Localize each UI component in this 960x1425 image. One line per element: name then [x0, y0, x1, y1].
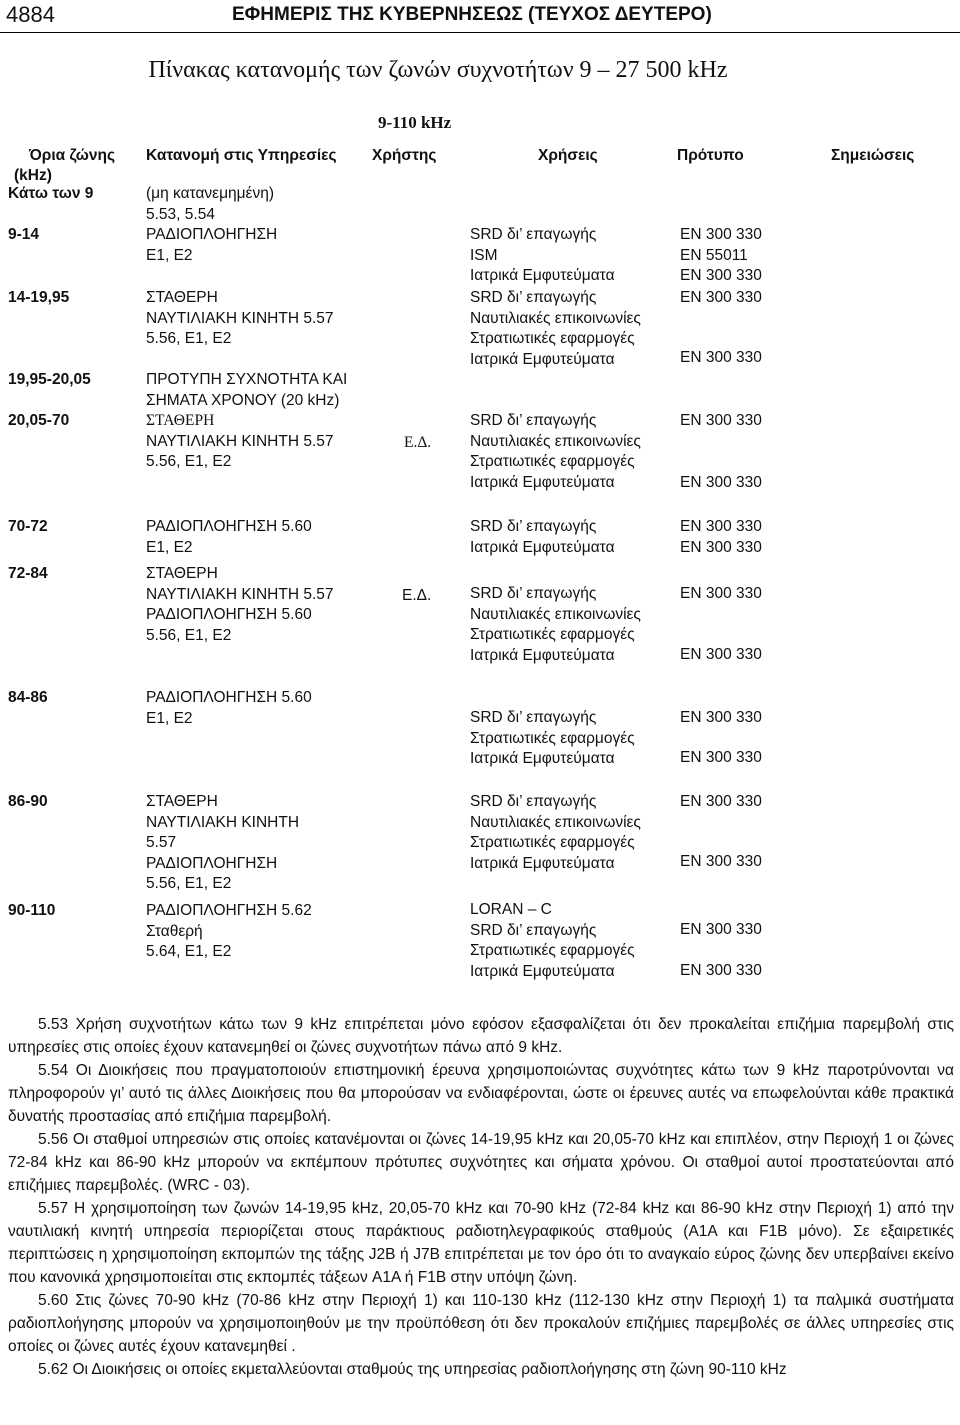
col-header-uses: Χρήσεις	[538, 147, 598, 164]
footnote: 5.56 Οι σταθμοί υπηρεσιών στις οποίες κατανέμονται οι ζώνες 14-19,95 kHz και 20,05-70 kHz και επιπλέον, στην Περιοχή 1 οι ζώνες 72-84 kHz και 86-90 kHz μπορούν να εκπέμπουν πρότυπες συχνότητες και σήματα χρόνου. Οι σταθμοί αυτοί προστατεύονται από επιζήμιες παρεμβολές. (WRC - 03).	[8, 1131, 954, 1194]
standard: EN 300 330	[680, 585, 762, 602]
allocation: ΡΑΔΙΟΠΛΟΗΓΗΣΗ 5.60 Ε1, Ε2	[146, 689, 312, 727]
footnote: 5.60 Στις ζώνες 70-90 kHz (70-86 kHz στην Περιοχή 1) και 110-130 kHz (112-130 kHz στην Περιοχή 1) τα παλμικά συστήματα ραδιοπλοήγησης μπορούν να χρησιμοποιηθούν με την προϋπόθεση ότι δεν προκαλούν επιζήμιες παρεμβολές σε άλλες υπηρεσίες στις οποίες οι ζώνες αυτές έχουν κατανεμηθεί .	[8, 1292, 954, 1355]
band-limits: Κάτω των 9	[8, 185, 94, 202]
col-header-allocation: Κατανομή στις Υπηρεσίες	[146, 147, 337, 164]
page-number: 4884	[6, 2, 55, 27]
uses: SRD δι’ επαγωγής Ναυτιλιακές επικοινωνίες Στρατιωτικές εφαρμογές Ιατρικά Εμφυτεύματα	[470, 289, 641, 368]
allocation: ΣΤΑΘΕΡΗ ΝΑΥΤΙΛΙΑΚΗ ΚΙΝΗΤΗ 5.57 ΡΑΔΙΟΠΛΟΗΓΗΣΗ 5.56, Ε1, Ε2	[146, 793, 300, 893]
standard: EN 300 330	[680, 474, 762, 491]
running-header	[0, 0, 960, 32]
footnote: 5.54 Οι Διοικήσεις που πραγματοποιούν επιστημονική έρευνα χρησιμοποιώντας συχνότητες κάτω των 9 kHz παροτρύνονται να πληροφορούν γι’ αυτό τις άλλες Διοικήσεις που θα μπορούσαν να ενδιαφέρονται, ώστε οι έρευνες αυτές να επωφελούνται κάθε πρακτικά δυνατής προστασίας από επιζήμια παρεμβολή.	[8, 1062, 954, 1125]
footnote: 5.53 Χρήση συχνοτήτων κάτω των 9 kHz επιτρέπεται μόνο εφόσον εξασφαλίζεται ότι δεν προκαλείται επιζήμια παρεμβολή στις υπηρεσίες στις οποίες έχουν κατανεμηθεί οι ζώνες συχνοτήτων πάνω από 9 kHz.	[8, 1016, 954, 1056]
band-limits: 86-90	[8, 793, 48, 810]
band-limits: 70-72	[8, 518, 48, 535]
uses: SRD δι’ επαγωγής Στρατιωτικές εφαρμογές Ιατρικά Εμφυτεύματα	[470, 709, 635, 768]
band-limits: 20,05-70	[8, 412, 70, 429]
band-limits: 14-19,95	[8, 289, 70, 306]
standard: EN 300 330 EN 300 330	[680, 518, 762, 556]
allocation: ΡΑΔΙΟΠΛΟΗΓΗΣΗ Ε1, Ε2	[146, 226, 278, 264]
standard: EN 300 330	[680, 793, 762, 810]
standard: EN 300 330	[680, 749, 762, 766]
allocation: ΡΑΔΙΟΠΛΟΗΓΗΣΗ 5.60 Ε1, Ε2	[146, 518, 312, 556]
col-header-limits: Όρια ζώνης (kHz)	[14, 147, 116, 184]
band-limits: 19,95-20,05	[8, 371, 91, 388]
band-limits: 9-14	[8, 226, 40, 243]
standard: EN 300 330	[680, 412, 762, 429]
uses: SRD δι’ επαγωγής Ναυτιλιακές επικοινωνίες Στρατιωτικές εφαρμογές Ιατρικά Εμφυτεύματα	[470, 793, 641, 872]
col-header-user: Χρήστης	[372, 147, 437, 164]
standard: EN 300 330	[680, 709, 762, 726]
standard: EN 300 330	[680, 921, 762, 938]
header-rule	[0, 32, 960, 33]
band-limits: 90-110	[8, 902, 56, 919]
col-header-standard: Πρότυπο	[677, 147, 744, 164]
user: Ε.Δ.	[404, 434, 432, 451]
user: Ε.Δ.	[402, 587, 432, 604]
uses: SRD δι’ επαγωγής Ναυτιλιακές επικοινωνίες Στρατιωτικές εφαρμογές Ιατρικά Εμφυτεύματα	[470, 412, 641, 491]
band-limits: 72-84	[8, 565, 48, 582]
standard: EN 300 330	[680, 289, 762, 306]
footnotes	[8, 1013, 954, 1381]
uses: SRD δι’ επαγωγής Ναυτιλιακές επικοινωνίες Στρατιωτικές εφαρμογές Ιατρικά Εμφυτεύματα	[470, 585, 641, 664]
footnote: 5.57 Η χρησιμοποίηση των ζωνών 14-19,95 kHz, 20,05-70 kHz και 70-90 kHz (72-84 kHz και 86-90 kHz στην Περιοχή 1) από την ναυτιλιακή κινητή υπηρεσία περιορίζεται στους παράκτιους ραδιοτηλεγραφικούς σταθμούς (A1A και F1B μόνο). Σε εξαιρετικές περιπτώσεις η χρησιμοποίηση εκπομπών της τάξης J2B ή J7B επιτρέπεται με τον όρο ότι το αναγκαίο εύρος ζώνης δεν υπερβαίνει εκείνο που κανονικά χρησιμοποιείται στις εκπομπές τάξεων A1A ή F1B στην υπόψη ζώνη.	[8, 1200, 954, 1286]
footnote: 5.62 Οι Διοικήσεις οι οποίες εκμεταλλεύονται σταθμούς της υπηρεσίας ραδιοπλοήγησης στη ζώνη 90-110 kHz	[38, 1361, 787, 1378]
uses: SRD δι’ επαγωγής Ιατρικά Εμφυτεύματα	[470, 518, 615, 556]
band-limits: 84-86	[8, 689, 48, 706]
standard: EN 300 330	[680, 646, 762, 663]
standard: EN 300 330	[680, 962, 762, 979]
standard: EN 300 330 EN 55011 EN 300 330	[680, 226, 762, 285]
allocation: ΣΤΑΘΕΡΗ ΝΑΥΤΙΛΙΑΚΗ ΚΙΝΗΤΗ 5.57 ΡΑΔΙΟΠΛΟΗΓΗΣΗ 5.60 5.56, Ε1, Ε2	[146, 565, 334, 644]
allocation: ΣΤΑΘΕΡΗ ΝΑΥΤΙΛΙΑΚΗ ΚΙΝΗΤΗ 5.57 5.56, Ε1, Ε2	[146, 289, 334, 348]
uses: LORAN – C SRD δι’ επαγωγής Στρατιωτικές εφαρμογές Ιατρικά Εμφυτεύματα	[470, 901, 635, 980]
table-title: Πίνακας κατανομής των ζωνών συχνοτήτων 9 – 27 500 kHz	[148, 57, 728, 83]
allocation: ΡΑΔΙΟΠΛΟΗΓΗΣΗ 5.62 Σταθερή 5.64, Ε1, Ε2	[146, 902, 312, 961]
uses: SRD δι’ επαγωγής ISM Ιατρικά Εμφυτεύματα	[470, 226, 615, 285]
col-header-notes: Σημειώσεις	[831, 147, 915, 164]
standard: EN 300 330	[680, 349, 762, 366]
running-title: ΕΦΗΜΕΡΙΣ ΤΗΣ ΚΥΒΕΡΝΗΣΕΩΣ (ΤΕΥΧΟΣ ΔΕΥΤΕΡΟ)	[232, 4, 712, 25]
allocation: ΣΤΑΘΕΡΗ ΝΑΥΤΙΛΙΑΚΗ ΚΙΝΗΤΗ 5.57 5.56, Ε1, Ε2	[146, 412, 334, 471]
allocation: ΠΡΟΤΥΠΗ ΣΥΧΝΟΤΗΤΑ ΚΑΙ ΣΗΜΑΤΑ ΧΡΟΝΟΥ (20 kHz)	[146, 371, 348, 409]
allocation: (μη κατανεμημένη) 5.53, 5.54	[146, 185, 274, 223]
table-subtitle: 9-110 kHz	[378, 113, 452, 132]
standard: EN 300 330	[680, 853, 762, 870]
